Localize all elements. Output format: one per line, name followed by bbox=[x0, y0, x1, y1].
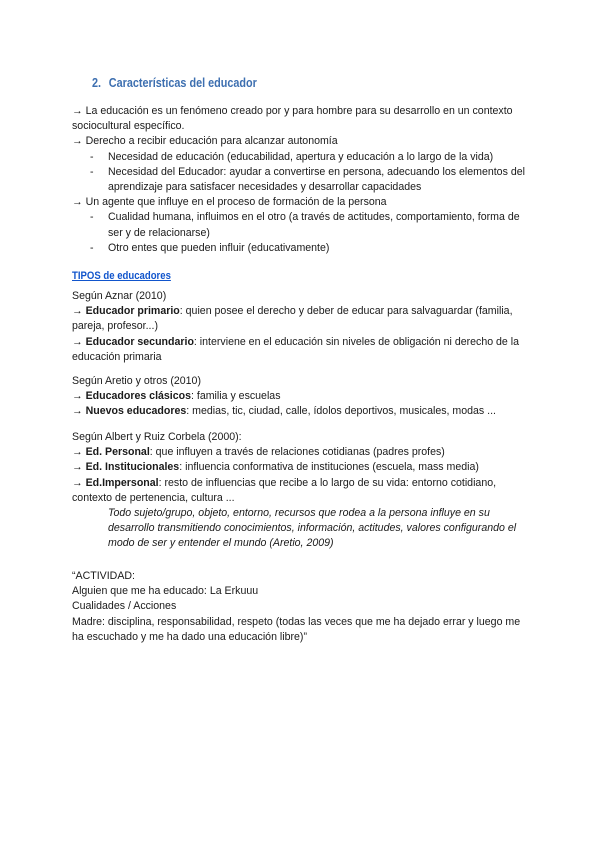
intro-bullet-4: - Otro entes que pueden influir (educativamente) bbox=[72, 241, 532, 256]
arrow-icon: → bbox=[72, 461, 83, 474]
arrow-icon: → bbox=[72, 135, 83, 148]
aznar-block bbox=[72, 289, 532, 365]
dash-icon: - bbox=[90, 211, 94, 224]
aretio-quote: Todo sujeto/grupo, objeto, entorno, recursos que rodea a la persona influye en su desarrollo transmitiendo conocimientos, información, actitudes, valores configurando el modo de ser y entender el mundo (Aretio, 2009) bbox=[108, 507, 517, 550]
section-number: 2. bbox=[92, 76, 102, 90]
tipos-title-link[interactable]: TIPOS de educadores bbox=[72, 270, 171, 282]
albert-source: Según Albert y Ruiz Corbela (2000): bbox=[72, 431, 242, 443]
intro-bullet-1: - Necesidad de educación (educabilidad, apertura y educación a lo largo de la vida) bbox=[72, 150, 532, 165]
intro-bullet-2: - Necesidad del Educador: ayudar a convertirse en persona, adecuando los elementos del aprendizaje para satisfacer necesidades y desarrollar capacidades bbox=[90, 165, 525, 194]
aznar-item-1: → Educador primario: quien posee el derecho y deber de educar para salvaguardar (familia, pareja, profesor...) bbox=[72, 305, 513, 333]
intro-line-2: → Derecho a recibir educación para alcanzar autonomía bbox=[72, 135, 338, 148]
section-heading bbox=[92, 76, 257, 91]
section-title: Características del educador bbox=[108, 76, 257, 90]
dash-icon: - bbox=[90, 241, 94, 254]
albert-item-1: → Ed. Personal: que influyen a través de relaciones cotidianas (padres profes) bbox=[72, 446, 445, 459]
dash-icon: - bbox=[90, 165, 94, 178]
intro-line-3: → Un agente que influye en el proceso de formación de la persona bbox=[72, 196, 387, 209]
actividad-line-4: Madre: disciplina, responsabilidad, respeto (todas las veces que me ha dejado errar y luego me ha escuchado y me ha dado una educación libre)” bbox=[72, 615, 521, 643]
albert-item-3: → Ed.Impersonal: resto de influencias que recibe a lo largo de su vida: entorno cotidiano, contexto de pertenencia, cultura ... bbox=[72, 476, 497, 504]
arrow-icon: → bbox=[72, 196, 83, 209]
arrow-icon: → bbox=[72, 390, 83, 403]
arrow-icon: → bbox=[72, 405, 83, 418]
aretio-block bbox=[72, 374, 532, 420]
arrow-icon: → bbox=[72, 105, 83, 117]
intro-line-1: → La educación es un fenómeno creado por y para hombre para su desarrollo en un contexto sociocultural específico. bbox=[72, 105, 513, 133]
actividad-title: “ACTIVIDAD: bbox=[72, 570, 135, 582]
arrow-icon: → bbox=[72, 446, 83, 459]
actividad-block bbox=[72, 569, 532, 645]
dash-icon: - bbox=[90, 150, 94, 163]
arrow-icon: → bbox=[72, 476, 83, 489]
intro-bullet-3: - Cualidad humana, influimos en el otro (a través de actitudes, comportamiento, forma de ser y de relacionarse) bbox=[90, 211, 520, 239]
aznar-item-2: → Educador secundario: interviene en el educación sin niveles de obligación ni derecho de la educación primaria bbox=[72, 335, 520, 363]
intro-block bbox=[72, 104, 532, 256]
aretio-source: Según Aretio y otros (2010) bbox=[72, 375, 201, 387]
tipos-title-row bbox=[72, 269, 532, 284]
aretio-item-2: → Nuevos educadores: medias, tic, ciudad, calle, ídolos deportivos, musicales, modas ... bbox=[72, 405, 496, 418]
aretio-item-1: → Educadores clásicos: familia y escuelas bbox=[72, 390, 281, 403]
arrow-icon: → bbox=[72, 335, 83, 348]
actividad-line-2: Alguien que me ha educado: La Erkuuu bbox=[72, 585, 259, 598]
actividad-line-3: Cualidades / Acciones bbox=[72, 600, 177, 613]
albert-block bbox=[72, 430, 532, 552]
arrow-icon: → bbox=[72, 305, 83, 318]
aznar-source: Según Aznar (2010) bbox=[72, 290, 167, 302]
albert-item-2: → Ed. Institucionales: influencia conformativa de instituciones (escuela, mass media) bbox=[72, 461, 479, 474]
